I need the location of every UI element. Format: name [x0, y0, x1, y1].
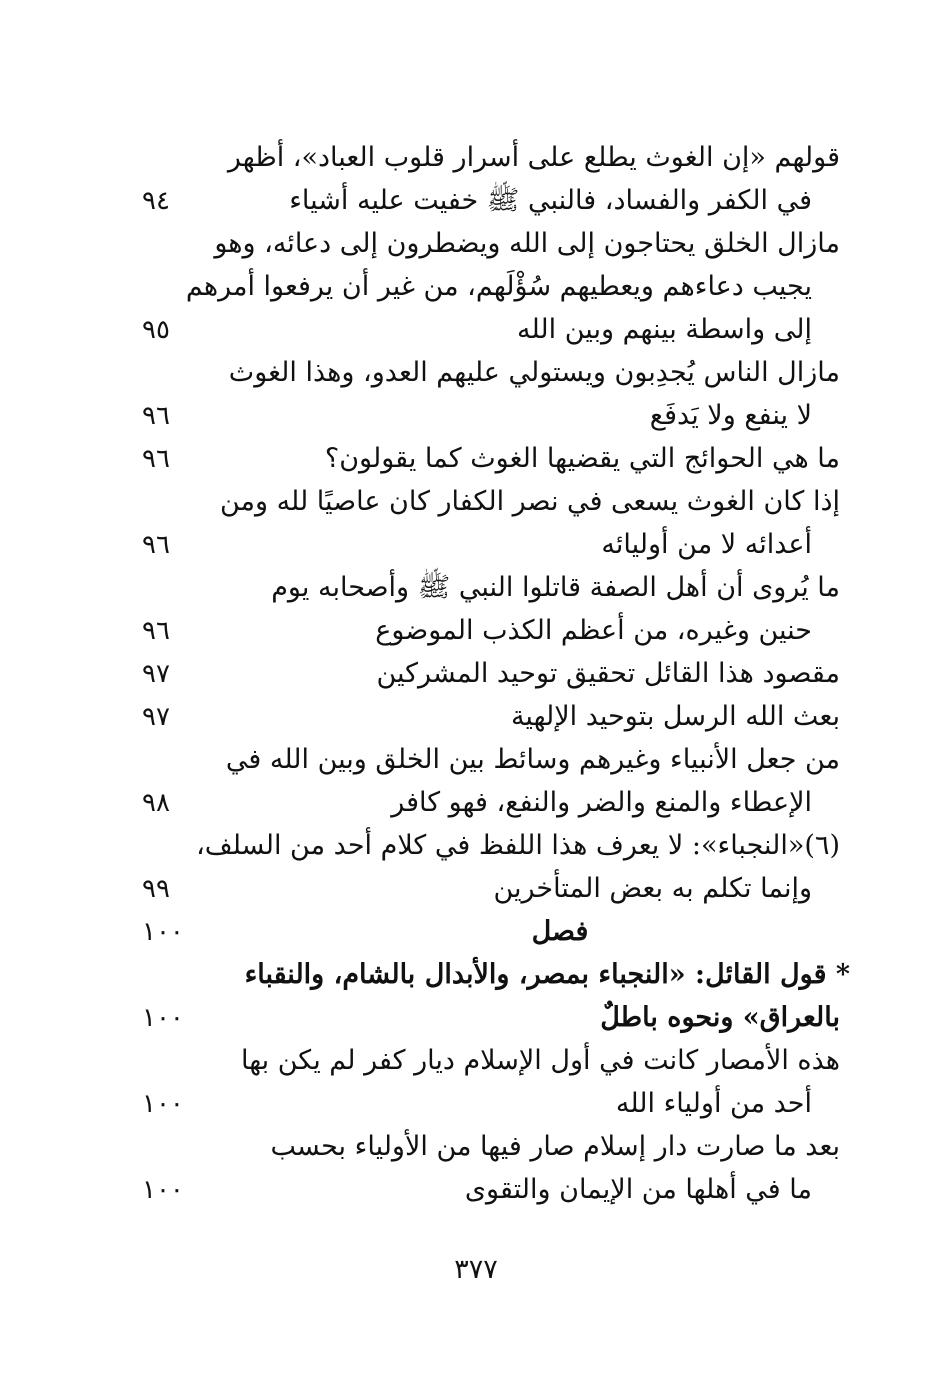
index-page-number: ١٠٠ — [142, 1089, 184, 1119]
index-line: في الكفر والفساد، فالنبي ﷺ خفيت عليه أشياء — [289, 185, 812, 216]
index-line: وإنما تكلم به بعض المتأخرين — [493, 873, 812, 904]
index-line: أعدائه لا من أوليائه — [601, 529, 812, 560]
index-line: إلى واسطة بينهم وبين الله — [517, 314, 812, 345]
index-line: ما هي الحوائج التي يقضيها الغوث كما يقولون؟ — [324, 443, 840, 474]
index-line: لا ينفع ولا يَدفَع — [649, 400, 812, 431]
index-line: (٦)«النجباء»: لا يعرف هذا اللفظ في كلام أحد من السلف، — [196, 830, 840, 861]
index-line: مازال الناس يُجدِبون ويستولي عليهم العدو، وهذا الغوث — [228, 357, 840, 388]
index-line: أحد من أولياء الله — [615, 1088, 812, 1119]
index-line: قولهم «إن الغوث يطلع على أسرار قلوب العباد»، أظهر — [227, 142, 840, 173]
index-line: مازال الخلق يحتاجون إلى الله ويضطرون إلى دعائه، وهو — [214, 228, 840, 259]
index-page-number: ١٠٠ — [142, 1175, 184, 1205]
index-line: ما يُروى أن أهل الصفة قاتلوا النبي ﷺ وأصحابه يوم — [271, 572, 840, 603]
index-page-number: ٩٦ — [142, 401, 170, 431]
index-line: مقصود هذا القائل تحقيق توحيد المشركين — [376, 658, 840, 689]
index-page-number: ٩٧ — [142, 659, 170, 689]
index-line: الإعطاء والمنع والضر والنفع، فهو كافر — [391, 787, 812, 818]
index-page-number: ١٠٠ — [142, 917, 184, 947]
index-line: من جعل الأنبياء وغيرهم وسائط بين الخلق وبين الله في — [225, 744, 840, 775]
index-page-number: ٩٦ — [142, 444, 170, 474]
index-line: بعث الله الرسل بتوحيد الإلهية — [510, 701, 840, 732]
section-heading: فصل — [531, 916, 589, 947]
index-page-number: ٩٥ — [142, 315, 170, 345]
index-page-number: ٩٨ — [142, 788, 170, 818]
index-page-number: ٩٩ — [142, 874, 170, 904]
index-line: حنين وغيره، من أعظم الكذب الموضوع — [375, 615, 812, 646]
index-page-number: ١٠٠ — [142, 1003, 184, 1033]
index-page-number: ٩٦ — [142, 616, 170, 646]
index-page-number: ٩٧ — [142, 702, 170, 732]
index-line: يجيب دعاءهم ويعطيهم سُؤْلَهم، من غير أن يرفعوا أمرهم — [185, 271, 812, 302]
index-line: هذه الأمصار كانت في أول الإسلام ديار كفر لم يكن بها — [240, 1045, 840, 1076]
index-line: * قول القائل: «النجباء بمصر، والأبدال بالشام، والنقباء — [244, 959, 850, 990]
index-line: إذا كان الغوث يسعى في نصر الكفار كان عاصيًا لله ومن — [219, 486, 840, 517]
page-number: ٣٧٧ — [454, 1254, 498, 1285]
index-line: بالعراق» ونحوه باطلٌ — [600, 1002, 840, 1033]
index-page-number: ٩٦ — [142, 530, 170, 560]
index-line: ما في أهلها من الإيمان والتقوى — [464, 1174, 812, 1205]
index-page-number: ٩٤ — [142, 186, 170, 216]
index-line: بعد ما صارت دار إسلام صار فيها من الأولياء بحسب — [270, 1131, 840, 1162]
